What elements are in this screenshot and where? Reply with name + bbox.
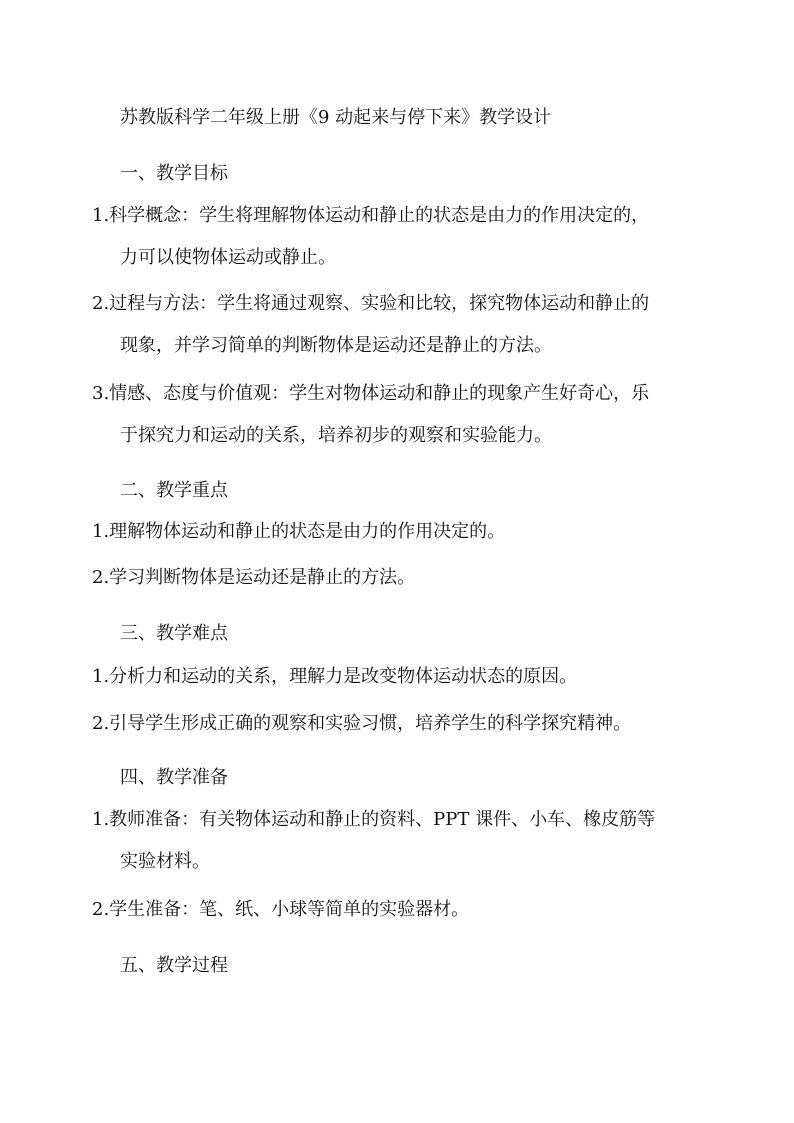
goal-item-2-line2: 现象，并学习简单的判断物体是运动还是静止的方法。	[120, 335, 552, 356]
section-heading-difficulties: 三、教学难点	[120, 623, 228, 644]
section-heading-preparation: 四、教学准备	[120, 767, 228, 788]
difficulty-item-2: 2.引导学生形成正确的观察和实验习惯，培养学生的科学探究精神。	[92, 713, 632, 734]
preparation-item-2: 2.学生准备：笔、纸、小球等简单的实验器材。	[92, 899, 470, 920]
section-heading-goals: 一、教学目标	[120, 163, 228, 184]
key-point-item-2: 2.学习判断物体是运动还是静止的方法。	[92, 567, 416, 588]
key-point-item-1: 1.理解物体运动和静止的状态是由力的作用决定的。	[92, 521, 506, 542]
document-title: 苏教版科学二年级上册《9 动起来与停下来》教学设计	[120, 107, 552, 128]
section-heading-process: 五、教学过程	[120, 955, 228, 976]
goal-item-3-line1: 3.情感、态度与价值观：学生对物体运动和静止的现象产生好奇心，乐	[92, 383, 650, 404]
goal-item-1-line2: 力可以使物体运动或静止。	[120, 247, 336, 268]
goal-item-2-line1: 2.过程与方法：学生将通过观察、实验和比较，探究物体运动和静止的	[92, 293, 650, 314]
goal-item-1-line1: 1.科学概念：学生将理解物体运动和静止的状态是由力的作用决定的，	[92, 205, 650, 226]
preparation-item-1-line1: 1.教师准备：有关物体运动和静止的资料、PPT 课件、小车、橡皮筋等	[92, 809, 656, 830]
difficulty-item-1: 1.分析力和运动的关系，理解力是改变物体运动状态的原因。	[92, 666, 578, 687]
section-heading-key-points: 二、教学重点	[120, 480, 228, 501]
preparation-item-1-line2: 实验材料。	[120, 851, 210, 872]
goal-item-3-line2: 于探究力和运动的关系，培养初步的观察和实验能力。	[120, 425, 552, 446]
